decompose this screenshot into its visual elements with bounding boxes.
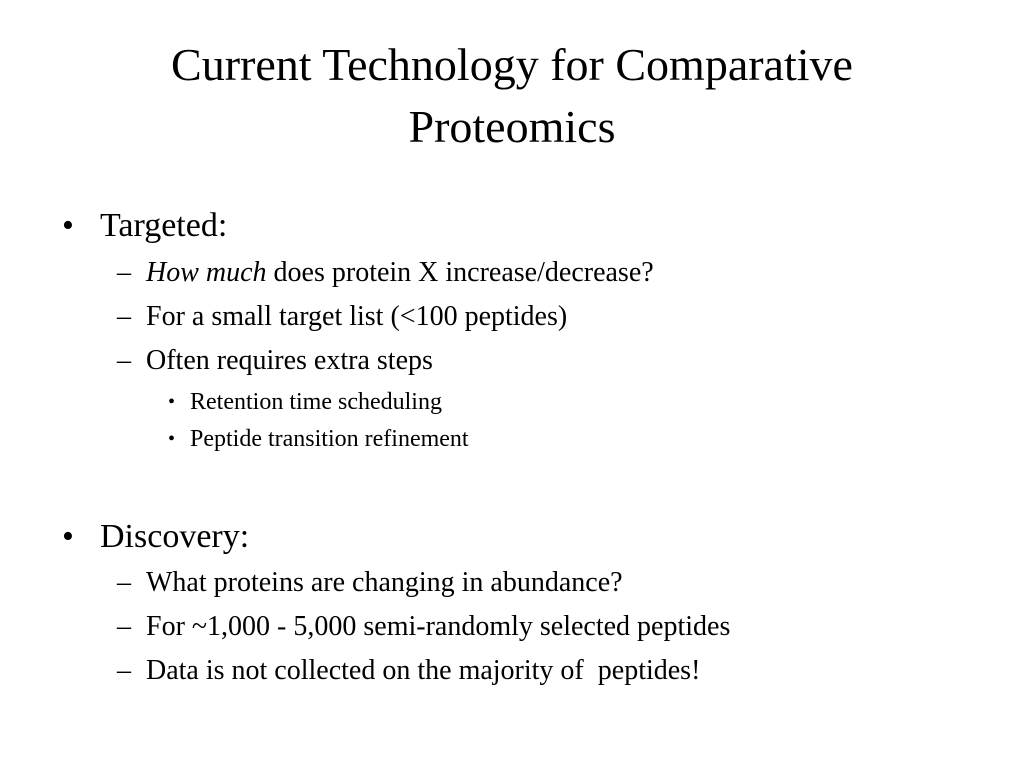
section-heading-targeted: Targeted: [100, 207, 228, 244]
list-item-peptide-count: For ~1,000 - 5,000 semi-randomly selected peptides [146, 611, 731, 642]
list-item-data-not-collected: Data is not collected on the majority of peptides! [146, 655, 701, 686]
dash-icon: – [117, 611, 131, 642]
bullet-icon: • [62, 518, 74, 555]
list-item-small-target: For a small target list (<100 peptides) [146, 301, 568, 332]
dash-icon: – [117, 301, 131, 332]
bullet-icon: • [62, 207, 74, 244]
section-heading-discovery: Discovery: [100, 518, 250, 555]
list-item-how-much [146, 256, 654, 290]
slide-title-line-1: Current Technology for Comparative [171, 39, 853, 90]
dash-icon: – [117, 567, 131, 598]
bullet-icon: • [168, 391, 176, 413]
list-item-text: does protein X increase/decrease? [266, 257, 654, 288]
dash-icon: – [117, 345, 131, 376]
bullet-icon: • [168, 428, 176, 450]
dash-icon: – [117, 655, 131, 686]
list-item-what-proteins: What proteins are changing in abundance? [146, 567, 623, 598]
sublist-item-transition: Peptide transition refinement [190, 426, 469, 452]
list-item-italic: How much [146, 257, 267, 288]
list-item-extra-steps: Often requires extra steps [146, 345, 433, 376]
dash-icon: – [117, 257, 131, 288]
slide-title-line-2: Proteomics [408, 101, 616, 152]
sublist-item-retention: Retention time scheduling [190, 389, 442, 415]
